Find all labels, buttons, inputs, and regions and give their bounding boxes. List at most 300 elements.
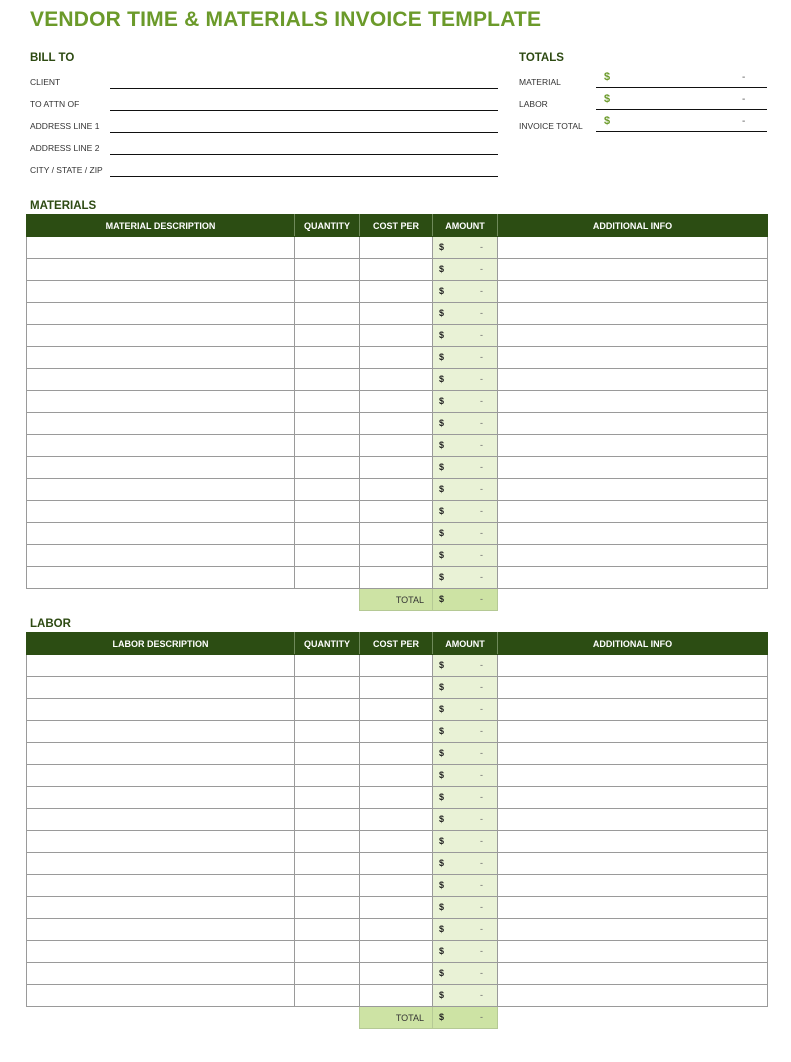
description-cell[interactable] — [27, 743, 295, 765]
description-cell[interactable] — [27, 479, 295, 501]
cost-per-cell[interactable] — [360, 765, 433, 787]
amount-currency: $ — [439, 242, 445, 252]
city-state-zip-field[interactable] — [110, 176, 498, 177]
amount-cell — [433, 303, 498, 325]
city-state-zip-label: CITY / STATE / ZIP — [30, 165, 103, 175]
materials-header-row — [27, 215, 768, 237]
quantity-cell[interactable] — [295, 259, 360, 281]
table-row — [27, 831, 768, 853]
amount-currency: $ — [439, 946, 445, 956]
additional-info-cell[interactable] — [498, 545, 768, 567]
amount-currency: $ — [439, 374, 445, 384]
amount-cell — [433, 853, 498, 875]
total-currency: $ — [439, 1012, 445, 1022]
additional-info-cell[interactable] — [498, 875, 768, 897]
amount-currency: $ — [439, 396, 445, 406]
description-cell[interactable] — [27, 875, 295, 897]
amount-currency: $ — [439, 770, 445, 780]
amount-cell — [433, 457, 498, 479]
amount-value: - — [480, 440, 483, 450]
cost-per-cell[interactable] — [360, 523, 433, 545]
additional-info-cell[interactable] — [498, 677, 768, 699]
amount-currency: $ — [439, 286, 445, 296]
table-row — [27, 677, 768, 699]
description-cell[interactable] — [27, 347, 295, 369]
table-row — [27, 457, 768, 479]
labor-total-label: LABOR — [519, 99, 548, 109]
quantity-cell[interactable] — [295, 677, 360, 699]
spacer-cell — [27, 1007, 295, 1029]
quantity-cell[interactable] — [295, 303, 360, 325]
total-amount-cell — [433, 589, 498, 611]
quantity-cell[interactable] — [295, 831, 360, 853]
spacer-cell — [295, 589, 360, 611]
description-cell[interactable] — [27, 919, 295, 941]
quantity-cell[interactable] — [295, 655, 360, 677]
amount-value: - — [480, 462, 483, 472]
additional-info-cell[interactable] — [498, 325, 768, 347]
amount-cell — [433, 281, 498, 303]
amount-value: - — [480, 352, 483, 362]
table-row — [27, 369, 768, 391]
amount-value: - — [480, 858, 483, 868]
amount-value: - — [480, 264, 483, 274]
cost-per-cell[interactable] — [360, 875, 433, 897]
labor-total-currency: $ — [604, 93, 611, 105]
description-cell[interactable] — [27, 985, 295, 1007]
amount-cell — [433, 699, 498, 721]
table-row — [27, 765, 768, 787]
quantity-cell[interactable] — [295, 567, 360, 589]
cost-per-cell[interactable] — [360, 501, 433, 523]
table-row — [27, 699, 768, 721]
total-currency: $ — [439, 594, 445, 604]
additional-info-cell[interactable] — [498, 479, 768, 501]
additional-info-cell[interactable] — [498, 721, 768, 743]
amount-cell — [433, 985, 498, 1007]
amount-currency: $ — [439, 814, 445, 824]
amount-currency: $ — [439, 572, 445, 582]
quantity-cell[interactable] — [295, 325, 360, 347]
amount-value: - — [480, 550, 483, 560]
total-label: TOTAL — [360, 1007, 433, 1029]
amount-value: - — [480, 418, 483, 428]
amount-value: - — [480, 814, 483, 824]
amount-value: - — [480, 770, 483, 780]
quantity-cell[interactable] — [295, 809, 360, 831]
col-material-description: MATERIAL DESCRIPTION — [27, 215, 295, 237]
table-row — [27, 303, 768, 325]
amount-cell — [433, 655, 498, 677]
amount-value: - — [480, 308, 483, 318]
additional-info-cell[interactable] — [498, 369, 768, 391]
table-row — [27, 545, 768, 567]
amount-cell — [433, 347, 498, 369]
quantity-cell[interactable] — [295, 963, 360, 985]
cost-per-cell[interactable] — [360, 787, 433, 809]
col-additional-info: ADDITIONAL INFO — [498, 633, 768, 655]
description-cell[interactable] — [27, 963, 295, 985]
table-row — [27, 941, 768, 963]
description-cell[interactable] — [27, 303, 295, 325]
description-cell[interactable] — [27, 281, 295, 303]
description-cell[interactable] — [27, 831, 295, 853]
amount-currency: $ — [439, 264, 445, 274]
description-cell[interactable] — [27, 391, 295, 413]
additional-info-cell[interactable] — [498, 435, 768, 457]
amount-currency: $ — [439, 726, 445, 736]
material-total-line — [596, 87, 767, 88]
page-title: VENDOR TIME & MATERIALS INVOICE TEMPLATE — [30, 8, 542, 31]
amount-cell — [433, 787, 498, 809]
quantity-cell[interactable] — [295, 765, 360, 787]
col-quantity: QUANTITY — [295, 215, 360, 237]
table-row — [27, 325, 768, 347]
cost-per-cell[interactable] — [360, 479, 433, 501]
amount-value: - — [480, 946, 483, 956]
amount-value: - — [480, 726, 483, 736]
cost-per-cell[interactable] — [360, 303, 433, 325]
table-row — [27, 413, 768, 435]
amount-currency: $ — [439, 418, 445, 428]
cost-per-cell[interactable] — [360, 435, 433, 457]
total-label: TOTAL — [360, 589, 433, 611]
amount-cell — [433, 479, 498, 501]
additional-info-cell[interactable] — [498, 985, 768, 1007]
col-labor-description: LABOR DESCRIPTION — [27, 633, 295, 655]
amount-value: - — [480, 748, 483, 758]
amount-cell — [433, 435, 498, 457]
col-cost-per: COST PER — [360, 215, 433, 237]
amount-value: - — [480, 484, 483, 494]
cost-per-cell[interactable] — [360, 457, 433, 479]
description-cell[interactable] — [27, 369, 295, 391]
description-cell[interactable] — [27, 677, 295, 699]
amount-value: - — [480, 396, 483, 406]
additional-info-cell[interactable] — [498, 743, 768, 765]
invoice-total-currency: $ — [604, 115, 611, 127]
labor-header-row — [27, 633, 768, 655]
quantity-cell[interactable] — [295, 743, 360, 765]
additional-info-cell[interactable] — [498, 457, 768, 479]
table-row — [27, 721, 768, 743]
description-cell[interactable] — [27, 699, 295, 721]
materials-heading: MATERIALS — [30, 200, 97, 212]
amount-currency: $ — [439, 704, 445, 714]
quantity-cell[interactable] — [295, 875, 360, 897]
cost-per-cell[interactable] — [360, 413, 433, 435]
amount-value: - — [480, 506, 483, 516]
table-row — [27, 809, 768, 831]
quantity-cell[interactable] — [295, 699, 360, 721]
client-field[interactable] — [110, 88, 498, 89]
table-row — [27, 985, 768, 1007]
table-row — [27, 897, 768, 919]
amount-currency: $ — [439, 880, 445, 890]
amount-cell — [433, 721, 498, 743]
additional-info-cell[interactable] — [498, 567, 768, 589]
amount-value: - — [480, 682, 483, 692]
additional-info-cell[interactable] — [498, 655, 768, 677]
amount-cell — [433, 809, 498, 831]
address1-field[interactable] — [110, 132, 498, 133]
amount-cell — [433, 545, 498, 567]
amount-value: - — [480, 286, 483, 296]
cost-per-cell[interactable] — [360, 743, 433, 765]
cost-per-cell[interactable] — [360, 853, 433, 875]
total-value: - — [480, 594, 483, 604]
description-cell[interactable] — [27, 545, 295, 567]
quantity-cell[interactable] — [295, 369, 360, 391]
amount-value: - — [480, 968, 483, 978]
amount-cell — [433, 963, 498, 985]
table-row — [27, 523, 768, 545]
amount-currency: $ — [439, 506, 445, 516]
description-cell[interactable] — [27, 941, 295, 963]
labor-heading: LABOR — [30, 618, 71, 630]
amount-value: - — [480, 880, 483, 890]
cost-per-cell[interactable] — [360, 545, 433, 567]
cost-per-cell[interactable] — [360, 567, 433, 589]
amount-currency: $ — [439, 352, 445, 362]
invoice-total-value: - — [742, 116, 746, 127]
cost-per-cell[interactable] — [360, 985, 433, 1007]
quantity-cell[interactable] — [295, 457, 360, 479]
cost-per-cell[interactable] — [360, 655, 433, 677]
bill-to-heading: BILL TO — [30, 52, 75, 64]
cost-per-cell[interactable] — [360, 721, 433, 743]
labor-total-line — [596, 109, 767, 110]
table-row — [27, 787, 768, 809]
address2-field[interactable] — [110, 154, 498, 155]
description-cell[interactable] — [27, 787, 295, 809]
amount-cell — [433, 831, 498, 853]
description-cell[interactable] — [27, 435, 295, 457]
total-value: - — [480, 1012, 483, 1022]
quantity-cell[interactable] — [295, 897, 360, 919]
cost-per-cell[interactable] — [360, 831, 433, 853]
table-row — [27, 567, 768, 589]
description-cell[interactable] — [27, 897, 295, 919]
cost-per-cell[interactable] — [360, 391, 433, 413]
description-cell[interactable] — [27, 501, 295, 523]
additional-info-cell[interactable] — [498, 963, 768, 985]
cost-per-cell[interactable] — [360, 325, 433, 347]
quantity-cell[interactable] — [295, 523, 360, 545]
quantity-cell[interactable] — [295, 545, 360, 567]
quantity-cell[interactable] — [295, 985, 360, 1007]
amount-value: - — [480, 374, 483, 384]
amount-value: - — [480, 660, 483, 670]
col-quantity: QUANTITY — [295, 633, 360, 655]
amount-cell — [433, 765, 498, 787]
amount-cell — [433, 919, 498, 941]
cost-per-cell[interactable] — [360, 963, 433, 985]
amount-cell — [433, 897, 498, 919]
description-cell[interactable] — [27, 655, 295, 677]
table-row — [27, 347, 768, 369]
amount-value: - — [480, 924, 483, 934]
additional-info-cell[interactable] — [498, 413, 768, 435]
spacer-cell — [295, 1007, 360, 1029]
description-cell[interactable] — [27, 523, 295, 545]
additional-info-cell[interactable] — [498, 391, 768, 413]
description-cell[interactable] — [27, 853, 295, 875]
amount-cell — [433, 391, 498, 413]
additional-info-cell[interactable] — [498, 281, 768, 303]
quantity-cell[interactable] — [295, 413, 360, 435]
additional-info-cell[interactable] — [498, 919, 768, 941]
additional-info-cell[interactable] — [498, 347, 768, 369]
description-cell[interactable] — [27, 809, 295, 831]
amount-cell — [433, 369, 498, 391]
material-total-label: MATERIAL — [519, 77, 561, 87]
cost-per-cell[interactable] — [360, 259, 433, 281]
quantity-cell[interactable] — [295, 919, 360, 941]
amount-cell — [433, 501, 498, 523]
additional-info-cell[interactable] — [498, 787, 768, 809]
amount-cell — [433, 743, 498, 765]
table-row — [27, 853, 768, 875]
description-cell[interactable] — [27, 765, 295, 787]
description-cell[interactable] — [27, 259, 295, 281]
additional-info-cell[interactable] — [498, 501, 768, 523]
amount-currency: $ — [439, 330, 445, 340]
quantity-cell[interactable] — [295, 479, 360, 501]
amount-currency: $ — [439, 748, 445, 758]
amount-value: - — [480, 990, 483, 1000]
amount-currency: $ — [439, 462, 445, 472]
description-cell[interactable] — [27, 721, 295, 743]
amount-cell — [433, 413, 498, 435]
description-cell[interactable] — [27, 567, 295, 589]
cost-per-cell[interactable] — [360, 699, 433, 721]
col-amount: AMOUNT — [433, 215, 498, 237]
additional-info-cell[interactable] — [498, 831, 768, 853]
quantity-cell[interactable] — [295, 853, 360, 875]
amount-currency: $ — [439, 924, 445, 934]
amount-currency: $ — [439, 550, 445, 560]
additional-info-cell[interactable] — [498, 699, 768, 721]
cost-per-cell[interactable] — [360, 677, 433, 699]
col-amount: AMOUNT — [433, 633, 498, 655]
additional-info-cell[interactable] — [498, 259, 768, 281]
table-row — [27, 963, 768, 985]
amount-currency: $ — [439, 836, 445, 846]
additional-info-cell[interactable] — [498, 853, 768, 875]
amount-currency: $ — [439, 858, 445, 868]
labor-table — [26, 632, 768, 1029]
total-row — [27, 589, 768, 611]
cost-per-cell[interactable] — [360, 237, 433, 259]
amount-currency: $ — [439, 660, 445, 670]
quantity-cell[interactable] — [295, 435, 360, 457]
amount-currency: $ — [439, 902, 445, 912]
description-cell[interactable] — [27, 325, 295, 347]
client-label: CLIENT — [30, 77, 61, 87]
quantity-cell[interactable] — [295, 391, 360, 413]
amount-cell — [433, 677, 498, 699]
invoice-total-line — [596, 131, 767, 132]
quantity-cell[interactable] — [295, 721, 360, 743]
table-row — [27, 237, 768, 259]
amount-cell — [433, 523, 498, 545]
table-row — [27, 919, 768, 941]
additional-info-cell[interactable] — [498, 303, 768, 325]
amount-cell — [433, 325, 498, 347]
col-additional-info: ADDITIONAL INFO — [498, 215, 768, 237]
materials-table — [26, 214, 768, 611]
quantity-cell[interactable] — [295, 347, 360, 369]
additional-info-cell[interactable] — [498, 765, 768, 787]
table-row — [27, 281, 768, 303]
cost-per-cell[interactable] — [360, 919, 433, 941]
amount-cell — [433, 237, 498, 259]
amount-value: - — [480, 792, 483, 802]
amount-cell — [433, 259, 498, 281]
spacer-cell — [27, 589, 295, 611]
amount-currency: $ — [439, 990, 445, 1000]
table-row — [27, 259, 768, 281]
invoice-total-label: INVOICE TOTAL — [519, 121, 583, 131]
amount-currency: $ — [439, 528, 445, 538]
additional-info-cell[interactable] — [498, 897, 768, 919]
additional-info-cell[interactable] — [498, 809, 768, 831]
material-total-currency: $ — [604, 71, 611, 83]
totals-heading: TOTALS — [519, 52, 564, 64]
cost-per-cell[interactable] — [360, 369, 433, 391]
quantity-cell[interactable] — [295, 787, 360, 809]
amount-currency: $ — [439, 484, 445, 494]
attn-label: TO ATTN OF — [30, 99, 80, 109]
quantity-cell[interactable] — [295, 941, 360, 963]
cost-per-cell[interactable] — [360, 897, 433, 919]
cost-per-cell[interactable] — [360, 941, 433, 963]
additional-info-cell[interactable] — [498, 523, 768, 545]
table-row — [27, 743, 768, 765]
amount-value: - — [480, 836, 483, 846]
cost-per-cell[interactable] — [360, 809, 433, 831]
amount-currency: $ — [439, 792, 445, 802]
amount-currency: $ — [439, 440, 445, 450]
amount-value: - — [480, 330, 483, 340]
amount-cell — [433, 941, 498, 963]
quantity-cell[interactable] — [295, 237, 360, 259]
address1-label: ADDRESS LINE 1 — [30, 121, 100, 131]
table-row — [27, 435, 768, 457]
attn-field[interactable] — [110, 110, 498, 111]
additional-info-cell[interactable] — [498, 941, 768, 963]
table-row — [27, 479, 768, 501]
description-cell[interactable] — [27, 237, 295, 259]
cost-per-cell[interactable] — [360, 347, 433, 369]
amount-currency: $ — [439, 308, 445, 318]
table-row — [27, 875, 768, 897]
labor-total-value: - — [742, 94, 746, 105]
amount-cell — [433, 567, 498, 589]
cost-per-cell[interactable] — [360, 281, 433, 303]
quantity-cell[interactable] — [295, 281, 360, 303]
amount-value: - — [480, 902, 483, 912]
description-cell[interactable] — [27, 413, 295, 435]
amount-currency: $ — [439, 682, 445, 692]
additional-info-cell[interactable] — [498, 237, 768, 259]
total-amount-cell — [433, 1007, 498, 1029]
amount-value: - — [480, 704, 483, 714]
description-cell[interactable] — [27, 457, 295, 479]
material-total-value: - — [742, 72, 746, 83]
quantity-cell[interactable] — [295, 501, 360, 523]
